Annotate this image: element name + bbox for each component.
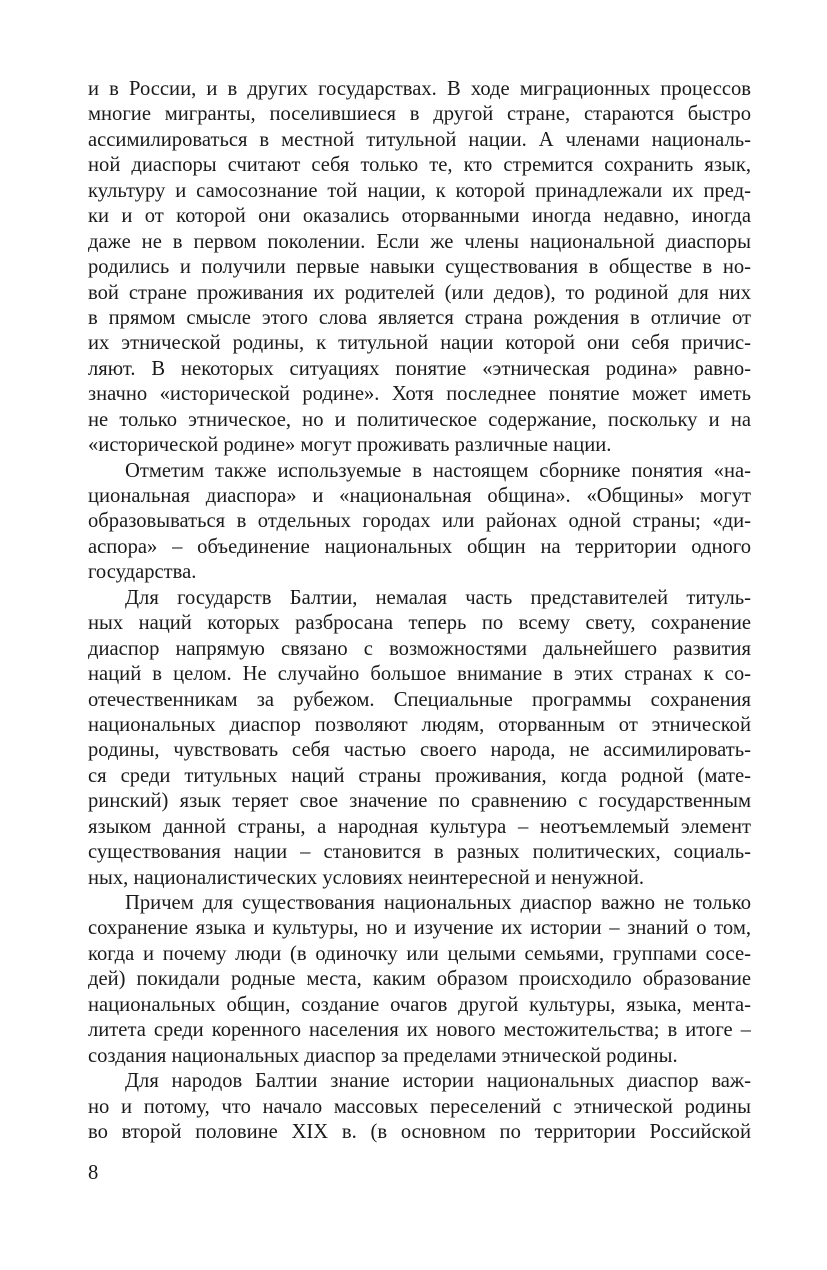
text-line: многие мигранты, поселившиеся в другой стране, стараются быстро	[88, 103, 751, 126]
text-line: Для государств Балтии, немалая часть представителей титуль-	[125, 586, 751, 609]
text-line: ных наций которых разбросана теперь по всему свету, сохранение	[88, 612, 751, 635]
text-line: ринский) язык теряет свое значение по сравнению с государственным	[88, 790, 751, 813]
text-line: дей) покидали родные места, каким образом происходило образование	[88, 968, 751, 991]
page-number: 8	[88, 1162, 99, 1184]
text-line: национальных диаспор позволяют людям, оторванным от этнической	[88, 713, 751, 736]
text-line: литета среди коренного населения их нового местожительства; в итоге –	[88, 1019, 751, 1042]
text-line: не только этническое, но и политическое содержание, поскольку и на	[88, 408, 751, 431]
text-line: Причем для существования национальных диаспор важно не только	[125, 892, 751, 914]
text-line: отечественникам за рубежом. Специальные программы сохранения	[88, 688, 751, 711]
text-line: во второй половине XIX в. (в основном по территории Российской	[88, 1120, 751, 1143]
text-line: сохранение языка и культуры, но и изучение их истории – знаний о том,	[88, 917, 751, 940]
text-line: государства.	[88, 561, 197, 584]
text-line: и в России, и в других государствах. В ходе миграционных процессов	[88, 78, 751, 100]
text-line: существования нации – становится в разных политических, социаль-	[88, 841, 751, 864]
text-line: образовываться в отдельных городах или районах одной страны; «ди-	[88, 510, 751, 533]
text-line: вой стране проживания их родителей (или дедов), то родиной для них	[88, 281, 751, 304]
text-line: аспора» – объединение национальных общин на территории одного	[88, 535, 751, 558]
paragraph	[88, 1069, 751, 1145]
text-line: «исторической родине» могут проживать различные нации.	[88, 434, 612, 457]
text-line: даже не в первом поколении. Если же члены национальной диаспоры	[88, 230, 751, 253]
text-line: диаспор напрямую связано с возможностями дальнейшего развития	[88, 637, 751, 660]
text-line: ассимилироваться в местной титульной нации. А членами националь-	[88, 128, 751, 151]
text-line: ных, националистических условиях неинтересной и ненужной.	[88, 866, 645, 889]
text-line: культуру и самосознание той нации, к которой принадлежали их пред-	[88, 179, 751, 202]
text-line: создания национальных диаспор за пределами этнической родины.	[88, 1044, 678, 1067]
text-line: их этнической родины, к титульной нации которой они себя причис-	[88, 332, 751, 355]
paragraph	[88, 459, 751, 586]
text-line: ки и от которой они оказались оторванными иногда недавно, иногда	[88, 205, 751, 228]
text-line: но и потому, что начало массовых переселений с этнической родины	[88, 1095, 751, 1118]
text-line: ся среди титульных наций страны проживания, когда родной (мате-	[88, 764, 751, 787]
text-line: в прямом смысле этого слова является страна рождения в отличие от	[88, 306, 751, 329]
text-line: циональная диаспора» и «национальная община». «Общины» могут	[88, 485, 751, 507]
text-line: Для народов Балтии знание истории национальных диаспор важ-	[125, 1070, 751, 1093]
page-text	[88, 77, 751, 1145]
text-line: ляют. В некоторых ситуациях понятие «этническая родина» равно-	[88, 357, 751, 380]
text-line: наций в целом. Не случайно большое внимание в этих странах к со-	[88, 663, 751, 686]
text-line: национальных общин, создание очагов другой культуры, языка, мента-	[88, 993, 751, 1016]
text-line: языком данной страны, а народная культура – неотъемлемый элемент	[88, 815, 751, 838]
paragraph	[88, 891, 751, 1069]
text-line: ной диаспоры считают себя только те, кто стремится сохранить язык,	[88, 154, 751, 177]
text-line: значно «исторической родине». Хотя последнее понятие может иметь	[88, 383, 751, 406]
text-line: родились и получили первые навыки существования в обществе в но-	[88, 256, 751, 279]
text-line: родины, чувствовать себя частью своего народа, не ассимилировать-	[88, 739, 751, 762]
text-line: когда и почему люди (в одиночку или целыми семьями, группами сосе-	[88, 942, 751, 965]
paragraph	[88, 586, 751, 891]
paragraph	[88, 77, 751, 459]
text-line: Отметим также используемые в настоящем сборнике понятия «на-	[125, 459, 751, 482]
